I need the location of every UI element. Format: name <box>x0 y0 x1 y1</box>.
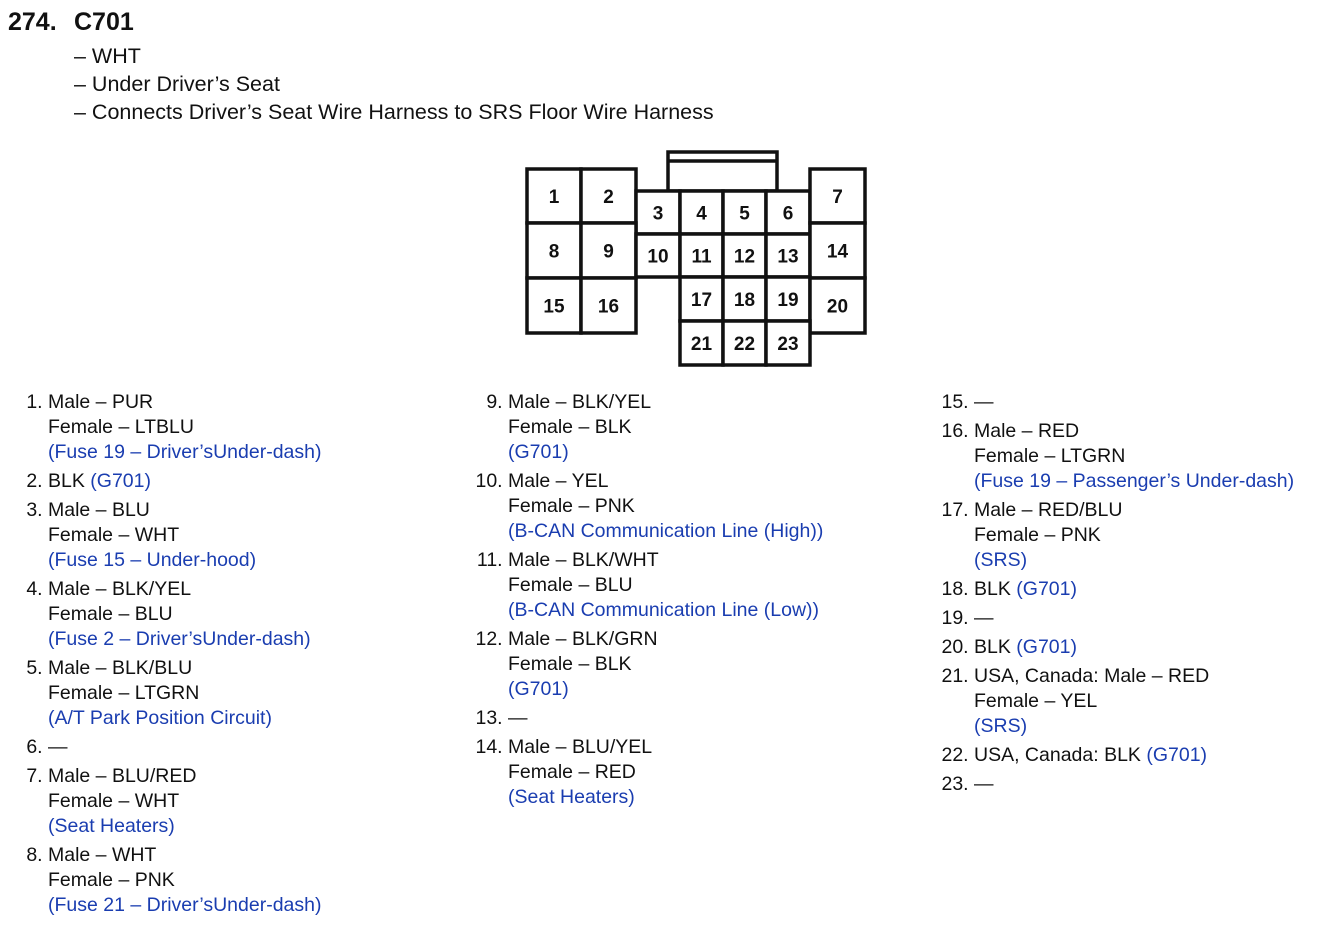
pin-details <box>974 743 1207 768</box>
circuit-note: (Seat Heaters) <box>508 786 635 808</box>
pin-number: 8. <box>26 844 48 866</box>
pin-entry <box>474 469 823 544</box>
pin-number: 7. <box>26 765 48 787</box>
pin-detail-line <box>48 602 311 627</box>
wire-color-text: Female – PNK <box>48 869 175 891</box>
pin-detail-line <box>48 764 196 789</box>
pin-entry <box>474 548 823 623</box>
wire-color-text: Female – YEL <box>974 690 1098 712</box>
wire-color-text: — <box>48 736 68 758</box>
circuit-note: (G701) <box>508 441 569 463</box>
entry-number: 274. <box>8 8 57 36</box>
circuit-note: (Fuse 15 – Under-hood) <box>48 549 257 571</box>
pin-entry <box>474 706 823 731</box>
pin-details <box>508 390 651 465</box>
pin-details <box>974 498 1122 573</box>
wire-color-text: Male – BLU/YEL <box>508 736 653 758</box>
cavity-label-23: 23 <box>777 334 799 355</box>
pin-entry <box>474 627 823 702</box>
pin-detail-line <box>974 498 1122 523</box>
wire-color-text: Female – BLK <box>508 653 632 675</box>
pin-detail-line <box>508 760 652 785</box>
pin-entry <box>940 664 1294 739</box>
pin-detail-line <box>48 814 196 839</box>
circuit-note: (SRS) <box>974 715 1028 737</box>
pin-detail-line <box>508 390 651 415</box>
pin-entry <box>940 635 1294 660</box>
wire-color-text: BLK <box>974 636 1017 658</box>
cavity-label-4: 4 <box>696 203 707 225</box>
pin-detail-line <box>508 415 651 440</box>
pin-details <box>974 419 1294 494</box>
circuit-note: (Fuse 2 – Driver’sUnder-dash) <box>48 628 311 650</box>
pin-details <box>974 664 1209 739</box>
pin-list-column-1 <box>14 390 321 922</box>
pin-details <box>508 706 528 731</box>
wire-color-text: Male – RED/BLU <box>974 499 1123 521</box>
cavity-label-3: 3 <box>652 203 664 225</box>
wire-color-text: Female – WHT <box>48 524 180 546</box>
pin-detail-line <box>508 573 819 598</box>
pin-entry <box>940 606 1294 631</box>
pin-details <box>508 469 823 544</box>
pin-detail-line <box>48 469 151 494</box>
wire-color-text: Female – LTGRN <box>48 682 200 704</box>
pin-entry <box>14 735 321 760</box>
pin-details <box>974 577 1077 602</box>
pin-number: 1. <box>26 391 48 413</box>
wire-color-text: Female – RED <box>508 761 636 783</box>
pin-number: 4. <box>26 578 48 600</box>
wire-color-text: BLK <box>974 578 1017 600</box>
pin-detail-line <box>48 893 321 918</box>
pin-number: 20. <box>941 636 974 658</box>
description-connects: – Connects Driver’s Seat Wire Harness to SRS Floor Wire Harness <box>74 100 714 124</box>
cavity-label-14: 14 <box>826 241 849 263</box>
pin-details <box>974 390 994 415</box>
pin-detail-line <box>974 606 994 631</box>
cavity-label-11: 11 <box>691 246 712 268</box>
wire-color-text: Female – PNK <box>974 524 1101 546</box>
wire-color-text: Female – PNK <box>508 495 635 517</box>
pin-entry <box>474 390 823 465</box>
cavity-label-17: 17 <box>690 290 713 311</box>
pin-detail-line <box>974 577 1077 602</box>
wire-color-text: BLK <box>48 470 91 492</box>
pin-detail-line <box>508 627 658 652</box>
pin-entry <box>940 419 1294 494</box>
circuit-note: (G701) <box>1146 744 1208 766</box>
pin-details <box>974 606 994 631</box>
circuit-note: (A/T Park Position Circuit) <box>48 707 272 729</box>
pin-details <box>974 772 994 797</box>
cavity-label-5: 5 <box>739 203 750 225</box>
pin-details <box>48 498 256 573</box>
pin-entry <box>940 743 1294 768</box>
wire-color-text: — <box>974 773 994 795</box>
pin-detail-line <box>48 415 321 440</box>
circuit-note: (G701) <box>1016 636 1077 658</box>
circuit-note: (Seat Heaters) <box>48 815 175 837</box>
wire-color-text: Male – YEL <box>508 470 609 492</box>
pin-detail-line <box>48 577 311 602</box>
pin-entry <box>940 772 1294 797</box>
pin-entry <box>14 390 321 465</box>
pin-number: 17. <box>941 499 974 521</box>
pin-details <box>48 735 68 760</box>
cavity-label-15: 15 <box>543 296 565 318</box>
circuit-note: (G701) <box>90 470 151 492</box>
pin-entry <box>940 390 1294 415</box>
wire-color-text: Male – BLK/BLU <box>48 657 193 679</box>
pin-detail-line <box>48 843 321 868</box>
pin-entry <box>14 843 321 918</box>
connector-latch <box>668 152 777 191</box>
pin-detail-line <box>974 469 1294 494</box>
wire-color-text: Female – WHT <box>48 790 180 812</box>
cavity-label-21: 21 <box>690 334 713 355</box>
wire-color-text: USA, Canada: BLK <box>974 744 1147 766</box>
wire-color-text: Female – LTGRN <box>974 445 1126 467</box>
pin-detail-line <box>48 627 311 652</box>
wire-color-text: Male – BLK/WHT <box>508 549 659 571</box>
wire-color-text: — <box>508 707 528 729</box>
pin-number: 15. <box>941 391 974 413</box>
pin-details <box>508 627 658 702</box>
wire-color-text: Male – PUR <box>48 391 154 413</box>
pin-entry <box>940 577 1294 602</box>
pin-details <box>48 390 321 465</box>
pin-number: 9. <box>486 391 508 413</box>
wire-color-text: Female – BLK <box>508 416 632 438</box>
pin-number: 16. <box>941 420 974 442</box>
pin-number: 23. <box>941 773 974 795</box>
pin-entry <box>14 577 321 652</box>
circuit-note: (Fuse 19 – Passenger’s Under-dash) <box>974 470 1295 492</box>
pin-entry <box>14 498 321 573</box>
cavity-label-16: 16 <box>597 296 620 318</box>
pin-detail-line <box>48 706 272 731</box>
pin-detail-line <box>48 681 272 706</box>
cavity-label-10: 10 <box>647 246 669 268</box>
pin-number: 3. <box>26 499 48 521</box>
wire-color-text: Male – WHT <box>48 844 157 866</box>
wire-color-text: USA, Canada: Male – RED <box>974 665 1210 687</box>
pin-details <box>48 469 151 494</box>
pin-detail-line <box>48 440 321 465</box>
circuit-note: (SRS) <box>974 549 1028 571</box>
pin-detail-line <box>48 735 68 760</box>
pin-detail-line <box>508 706 528 731</box>
pin-number: 11. <box>476 549 508 571</box>
pin-details <box>48 764 196 839</box>
cavity-label-19: 19 <box>777 290 799 311</box>
circuit-note: (Fuse 21 – Driver’sUnder-dash) <box>48 894 322 916</box>
pin-detail-line <box>974 743 1207 768</box>
pin-details <box>48 843 321 918</box>
description-location: – Under Driver’s Seat <box>74 72 280 96</box>
pin-detail-line <box>48 656 272 681</box>
pin-detail-line <box>974 714 1209 739</box>
pin-number: 19. <box>941 607 974 629</box>
pin-detail-line <box>974 548 1122 573</box>
pin-detail-line <box>974 635 1077 660</box>
pin-detail-line <box>974 664 1209 689</box>
wire-color-text: Male – BLK/GRN <box>508 628 658 650</box>
pin-detail-line <box>974 523 1122 548</box>
cavity-label-18: 18 <box>733 290 756 311</box>
circuit-note: (B-CAN Communication Line (High)) <box>508 520 824 542</box>
cavity-label-12: 12 <box>733 246 756 268</box>
pin-details <box>48 656 272 731</box>
pin-list-column-3 <box>940 390 1294 801</box>
circuit-note: (Fuse 19 – Driver’sUnder-dash) <box>48 441 322 463</box>
pin-entry <box>14 764 321 839</box>
wire-color-text: Male – RED <box>974 420 1080 442</box>
pin-entry <box>14 469 321 494</box>
pin-number: 14. <box>475 736 508 758</box>
cavity-label-13: 13 <box>777 246 799 268</box>
circuit-note: (G701) <box>508 678 569 700</box>
wire-color-text: Male – BLU/RED <box>48 765 197 787</box>
cavity-label-22: 22 <box>733 334 756 355</box>
wire-color-text: — <box>974 391 994 413</box>
cavity-label-7: 7 <box>832 187 843 208</box>
pin-detail-line <box>974 390 994 415</box>
pin-detail-line <box>508 469 823 494</box>
pin-detail-line <box>508 652 658 677</box>
pin-detail-line <box>48 789 196 814</box>
circuit-note: (B-CAN Communication Line (Low)) <box>508 599 820 621</box>
pin-number: 12. <box>475 628 508 650</box>
pin-detail-line <box>974 772 994 797</box>
pin-entry <box>14 656 321 731</box>
cavity-label-8: 8 <box>548 241 560 263</box>
description-color: – WHT <box>74 44 141 68</box>
pin-detail-line <box>974 689 1209 714</box>
pin-detail-line <box>48 498 256 523</box>
wire-color-text: Male – BLK/YEL <box>508 391 652 413</box>
pin-detail-line <box>508 440 651 465</box>
pin-number: 2. <box>26 470 48 492</box>
wire-color-text: Female – LTBLU <box>48 416 194 438</box>
wire-color-text: Male – BLU <box>48 499 150 521</box>
pin-detail-line <box>508 677 658 702</box>
pin-detail-line <box>508 735 652 760</box>
pin-number: 5. <box>26 657 48 679</box>
cavity-label-20: 20 <box>826 296 849 318</box>
pin-detail-line <box>48 523 256 548</box>
cavity-label-1: 1 <box>548 187 560 208</box>
cavity-label-2: 2 <box>603 187 614 208</box>
pin-number: 21. <box>941 665 974 687</box>
wire-color-text: Female – BLU <box>508 574 633 596</box>
pin-detail-line <box>48 868 321 893</box>
pin-detail-line <box>508 548 819 573</box>
circuit-note: (G701) <box>1016 578 1077 600</box>
cavity-label-6: 6 <box>782 203 794 225</box>
pin-number: 13. <box>475 707 508 729</box>
pin-number: 18. <box>941 578 974 600</box>
pin-list-column-2 <box>474 390 823 814</box>
pin-entry <box>474 735 823 810</box>
wire-color-text: Female – BLU <box>48 603 173 625</box>
wire-color-text: Male – BLK/YEL <box>48 578 192 600</box>
pin-number: 10. <box>475 470 508 492</box>
pin-detail-line <box>508 494 823 519</box>
connector-code: C701 <box>74 8 134 36</box>
pin-detail-line <box>974 444 1294 469</box>
pin-detail-line <box>508 598 819 623</box>
pin-number: 6. <box>26 736 48 758</box>
pin-details <box>508 548 819 623</box>
pin-detail-line <box>508 519 823 544</box>
pin-details <box>48 577 311 652</box>
cavity-label-9: 9 <box>603 241 614 263</box>
pin-detail-line <box>508 785 652 810</box>
pin-detail-line <box>974 419 1294 444</box>
pin-detail-line <box>48 548 256 573</box>
pin-entry <box>940 498 1294 573</box>
pin-details <box>508 735 652 810</box>
pin-detail-line <box>48 390 321 415</box>
pin-details <box>974 635 1077 660</box>
wire-color-text: — <box>974 607 994 629</box>
pin-number: 22. <box>941 744 974 766</box>
